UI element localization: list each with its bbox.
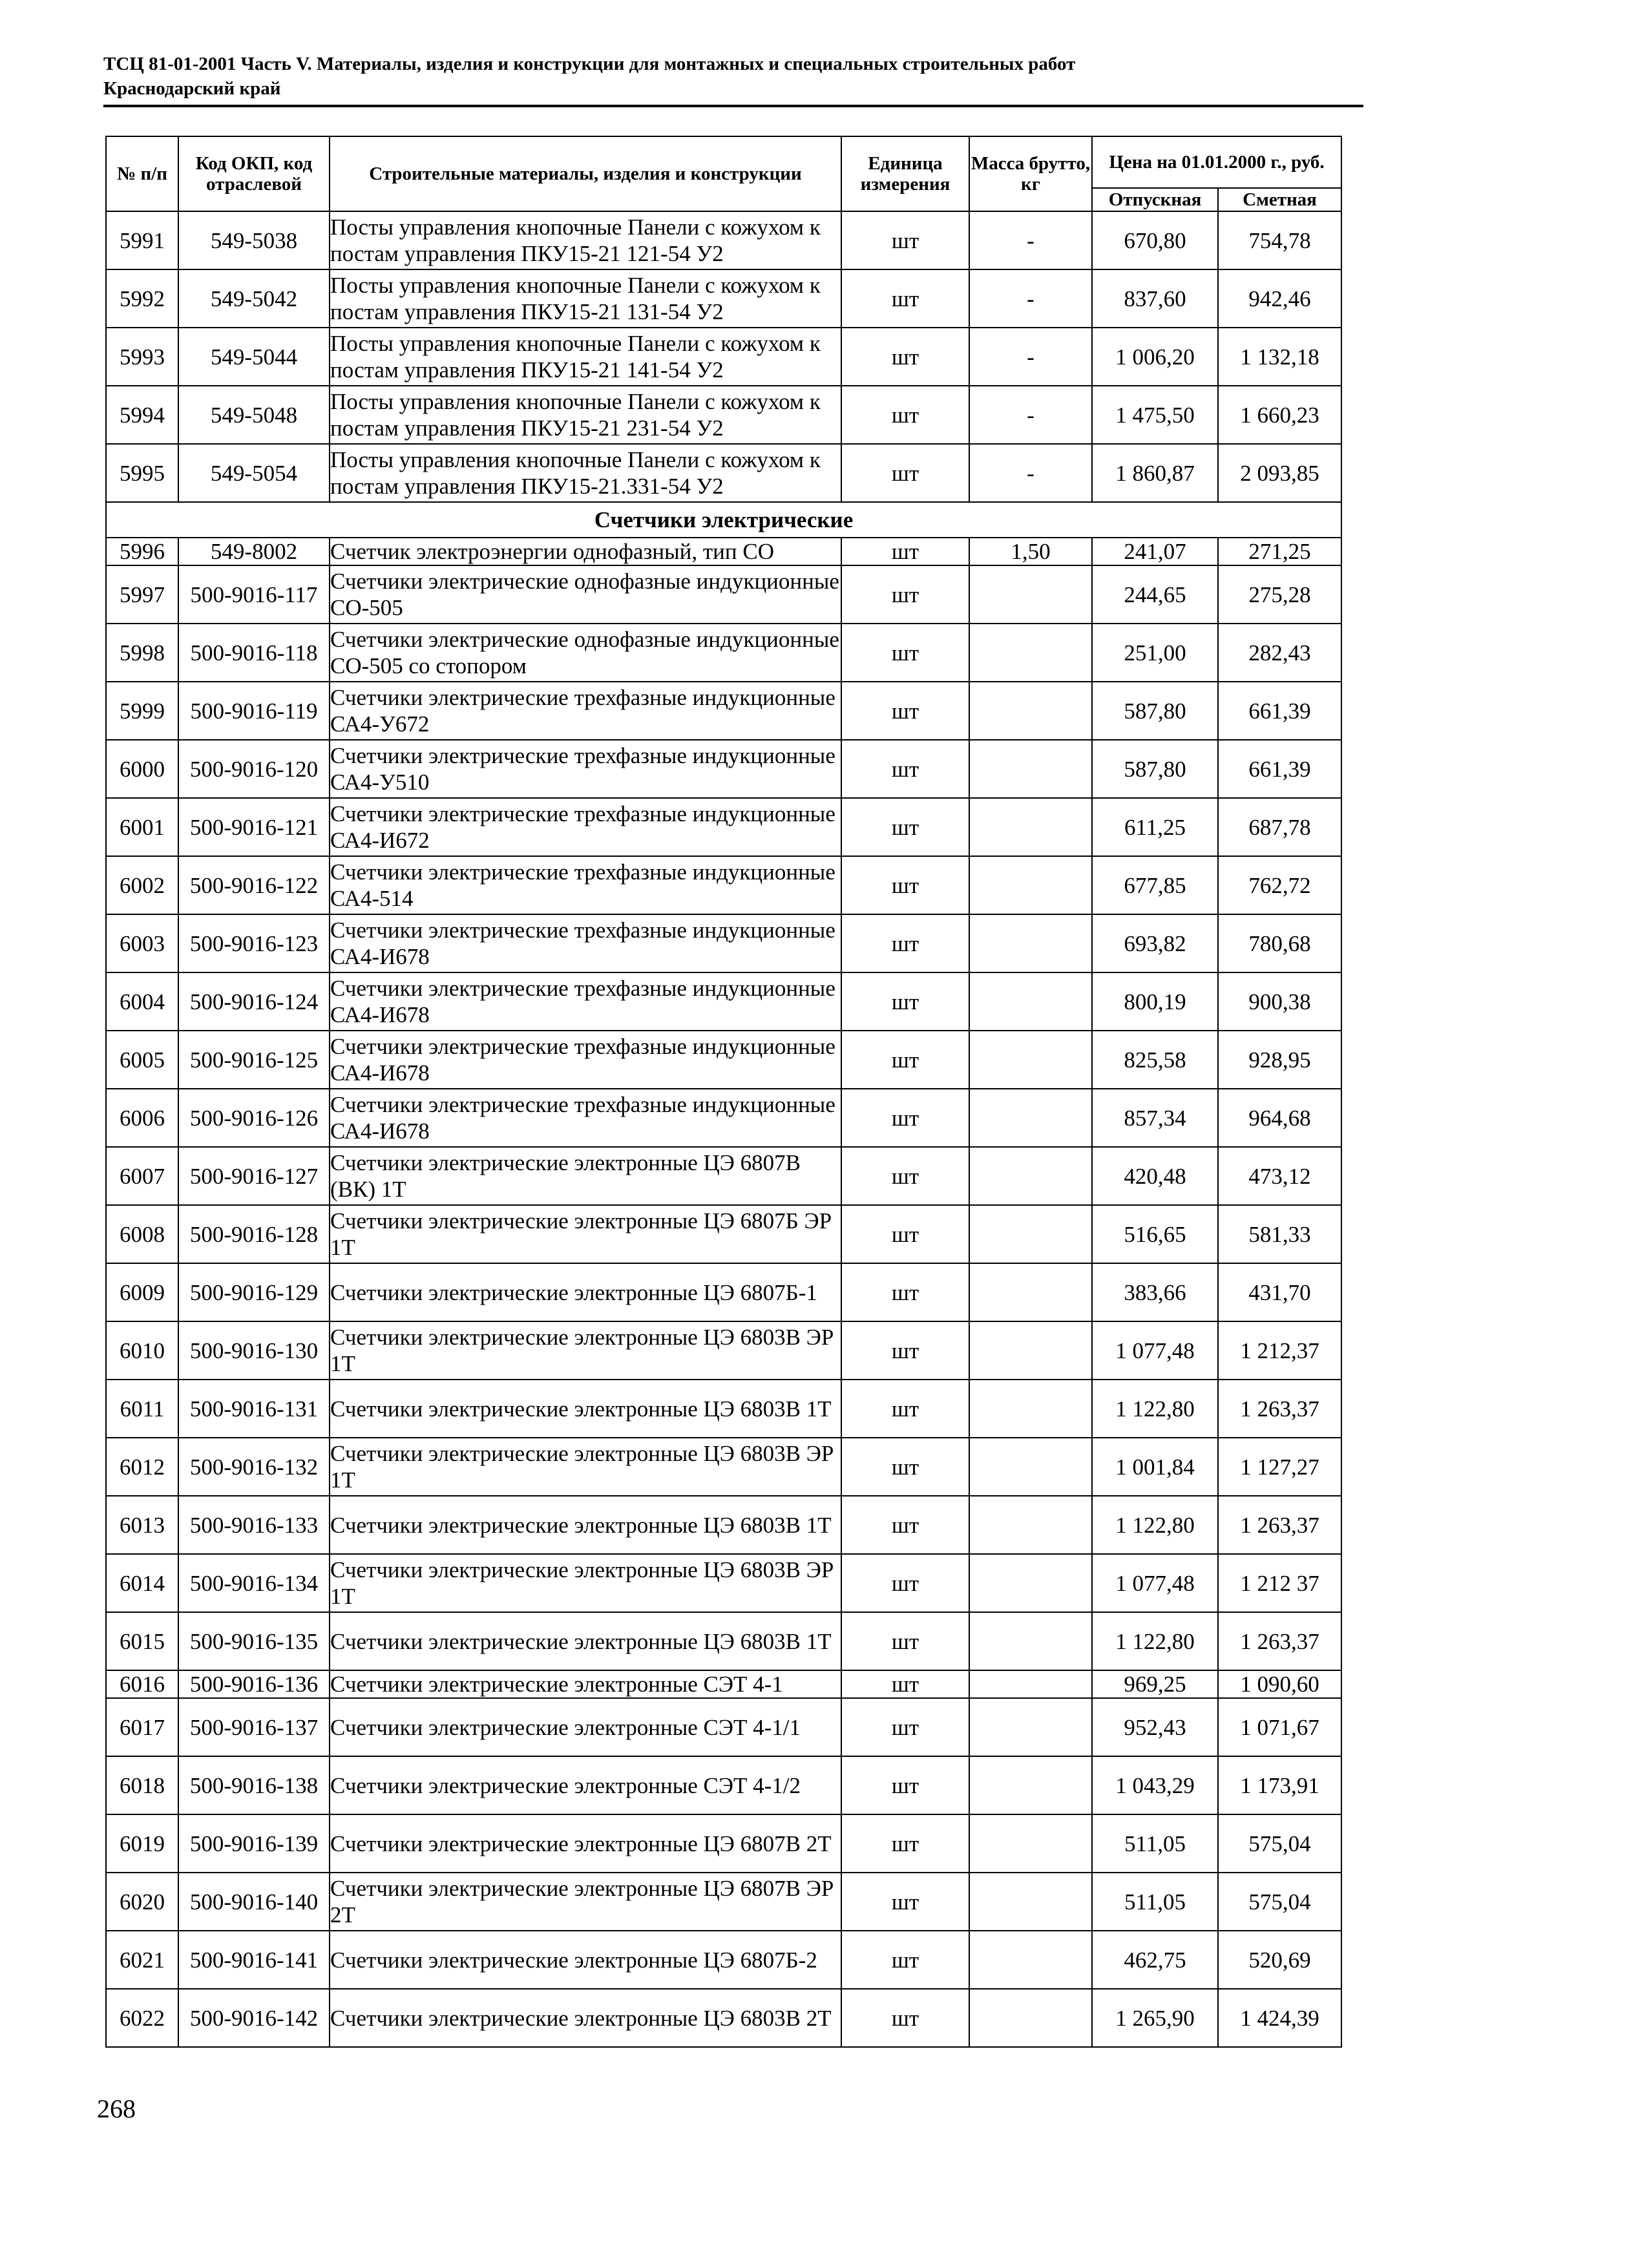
row-unit: шт [841, 1321, 969, 1380]
table-row [106, 1263, 1341, 1321]
row-num: 6011 [106, 1380, 178, 1438]
row-code: 549-5044 [178, 328, 330, 386]
row-unit: шт [841, 1698, 969, 1756]
row-num: 5996 [106, 538, 178, 565]
row-name: Счетчики электрические трехфазные индукционные СА4-У510 [330, 740, 841, 798]
table-row [106, 1031, 1341, 1089]
row-code: 500-9016-127 [178, 1147, 330, 1205]
page-number: 268 [97, 2094, 136, 2123]
row-release-price: 462,75 [1092, 1931, 1218, 1989]
table-row [106, 386, 1341, 444]
row-release-price: 1 122,80 [1092, 1612, 1218, 1670]
row-unit: шт [841, 1554, 969, 1612]
row-estimate-price: 687,78 [1218, 798, 1341, 856]
row-unit: шт [841, 682, 969, 740]
row-name: Посты управления кнопочные Панели с кожухом к постам управления ПКУ15-21 141-54 У2 [330, 328, 841, 386]
row-num: 6009 [106, 1263, 178, 1321]
row-code: 500-9016-130 [178, 1321, 330, 1380]
row-code: 500-9016-138 [178, 1756, 330, 1814]
table-row [106, 1205, 1341, 1263]
page-header [103, 52, 1363, 101]
row-release-price: 1 001,84 [1092, 1438, 1218, 1496]
table-row [106, 856, 1341, 914]
row-release-price: 251,00 [1092, 624, 1218, 682]
row-estimate-price: 1 263,37 [1218, 1496, 1341, 1554]
row-mass [969, 682, 1092, 740]
row-num: 6016 [106, 1670, 178, 1698]
row-code: 500-9016-121 [178, 798, 330, 856]
col-estimate-price-header: Сметная [1218, 188, 1341, 211]
row-release-price: 693,82 [1092, 914, 1218, 972]
row-release-price: 1 860,87 [1092, 444, 1218, 502]
row-code: 500-9016-117 [178, 565, 330, 624]
row-unit: шт [841, 269, 969, 328]
row-num: 6001 [106, 798, 178, 856]
table-row [106, 972, 1341, 1031]
table-row [106, 1496, 1341, 1554]
row-release-price: 1 006,20 [1092, 328, 1218, 386]
table-body-single [106, 1670, 1341, 1698]
row-name: Посты управления кнопочные Панели с кожухом к постам управления ПКУ15-21 121-54 У2 [330, 211, 841, 269]
row-release-price: 420,48 [1092, 1147, 1218, 1205]
row-release-price: 383,66 [1092, 1263, 1218, 1321]
row-mass [969, 1031, 1092, 1089]
row-num: 6006 [106, 1089, 178, 1147]
table-row [106, 740, 1341, 798]
row-release-price: 511,05 [1092, 1873, 1218, 1931]
table-row [106, 1321, 1341, 1380]
table-body-section [106, 502, 1341, 565]
row-num: 6008 [106, 1205, 178, 1263]
row-code: 500-9016-125 [178, 1031, 330, 1089]
row-release-price: 952,43 [1092, 1698, 1218, 1756]
region-name: Краснодарский край [103, 78, 281, 99]
table-row [106, 682, 1341, 740]
row-num: 5997 [106, 565, 178, 624]
row-release-price: 1 077,48 [1092, 1554, 1218, 1612]
row-mass [969, 1670, 1092, 1698]
row-code: 500-9016-126 [178, 1089, 330, 1147]
table-row [106, 1698, 1341, 1756]
row-release-price: 587,80 [1092, 740, 1218, 798]
row-num: 6022 [106, 1989, 178, 2047]
row-estimate-price: 661,39 [1218, 682, 1341, 740]
table-row [106, 1380, 1341, 1438]
row-num: 6018 [106, 1756, 178, 1814]
row-estimate-price: 942,46 [1218, 269, 1341, 328]
row-estimate-price: 1 132,18 [1218, 328, 1341, 386]
row-estimate-price: 520,69 [1218, 1931, 1341, 1989]
row-num: 6014 [106, 1554, 178, 1612]
row-name: Счетчики электрические электронные ЦЭ 6807Б-1 [330, 1263, 841, 1321]
row-estimate-price: 754,78 [1218, 211, 1341, 269]
table-row [106, 1989, 1341, 2047]
row-release-price: 244,65 [1092, 565, 1218, 624]
col-unit-header: Единица измерения [841, 136, 969, 211]
section-title: Счетчики электрические [106, 502, 1341, 538]
row-release-price: 516,65 [1092, 1205, 1218, 1263]
row-mass [969, 565, 1092, 624]
row-num: 6003 [106, 914, 178, 972]
row-num: 6021 [106, 1931, 178, 1989]
table-row [106, 624, 1341, 682]
row-mass [969, 914, 1092, 972]
row-code: 500-9016-123 [178, 914, 330, 972]
table-row [106, 798, 1341, 856]
row-name: Счетчики электрические электронные ЦЭ 6803В ЭР 1Т [330, 1554, 841, 1612]
row-unit: шт [841, 1670, 969, 1698]
row-mass [969, 1263, 1092, 1321]
row-num: 6017 [106, 1698, 178, 1756]
row-unit: шт [841, 1496, 969, 1554]
row-name: Посты управления кнопочные Панели с кожухом к постам управления ПКУ15-21.331-54 У2 [330, 444, 841, 502]
row-estimate-price: 900,38 [1218, 972, 1341, 1031]
row-unit: шт [841, 386, 969, 444]
row-mass [969, 1931, 1092, 1989]
row-code: 500-9016-122 [178, 856, 330, 914]
row-estimate-price: 1 660,23 [1218, 386, 1341, 444]
row-code: 500-9016-140 [178, 1873, 330, 1931]
row-name: Счетчики электрические однофазные индукционные СО-505 [330, 565, 841, 624]
row-name: Счетчики электрические трехфазные индукционные СА4-И672 [330, 798, 841, 856]
col-name-header: Строительные материалы, изделия и конструкции [330, 136, 841, 211]
row-name: Счетчики электрические электронные ЦЭ 6807В 2Т [330, 1814, 841, 1873]
row-code: 500-9016-142 [178, 1989, 330, 2047]
row-name: Посты управления кнопочные Панели с кожухом к постам управления ПКУ15-21 231-54 У2 [330, 386, 841, 444]
row-code: 549-5042 [178, 269, 330, 328]
row-num: 6005 [106, 1031, 178, 1089]
table-row [106, 1438, 1341, 1496]
row-release-price: 1 265,90 [1092, 1989, 1218, 2047]
row-release-price: 677,85 [1092, 856, 1218, 914]
row-mass [969, 856, 1092, 914]
table-row [106, 1873, 1341, 1931]
row-unit: шт [841, 914, 969, 972]
row-code: 549-8002 [178, 538, 330, 565]
col-num-header: № п/п [106, 136, 178, 211]
row-name: Счетчики электрические электронные ЦЭ 6803В 1Т [330, 1380, 841, 1438]
row-name: Счетчики электрические электронные ЦЭ 6803В 2Т [330, 1989, 841, 2047]
row-estimate-price: 1 090,60 [1218, 1670, 1341, 1698]
row-mass [969, 1438, 1092, 1496]
row-code: 549-5048 [178, 386, 330, 444]
row-estimate-price: 575,04 [1218, 1873, 1341, 1931]
header-rule [103, 105, 1363, 107]
row-num: 6002 [106, 856, 178, 914]
row-code: 500-9016-131 [178, 1380, 330, 1438]
table-body-a [106, 211, 1341, 502]
row-num: 6013 [106, 1496, 178, 1554]
row-estimate-price: 275,28 [1218, 565, 1341, 624]
row-mass [969, 624, 1092, 682]
row-num: 6010 [106, 1321, 178, 1380]
table-row [106, 1756, 1341, 1814]
row-mass [969, 1380, 1092, 1438]
row-estimate-price: 661,39 [1218, 740, 1341, 798]
row-estimate-price: 780,68 [1218, 914, 1341, 972]
row-num: 6004 [106, 972, 178, 1031]
row-release-price: 670,80 [1092, 211, 1218, 269]
row-mass: - [969, 328, 1092, 386]
row-name: Счетчики электрические электронные ЦЭ 6803В ЭР 1Т [330, 1438, 841, 1496]
row-code: 500-9016-141 [178, 1931, 330, 1989]
row-unit: шт [841, 972, 969, 1031]
row-estimate-price: 1 212,37 [1218, 1321, 1341, 1380]
row-estimate-price: 2 093,85 [1218, 444, 1341, 502]
row-estimate-price: 964,68 [1218, 1089, 1341, 1147]
row-release-price: 825,58 [1092, 1031, 1218, 1089]
row-name: Посты управления кнопочные Панели с кожухом к постам управления ПКУ15-21 131-54 У2 [330, 269, 841, 328]
row-unit: шт [841, 1031, 969, 1089]
row-num: 5999 [106, 682, 178, 740]
row-name: Счетчики электрические электронные СЭТ 4-1 [330, 1670, 841, 1698]
row-release-price: 587,80 [1092, 682, 1218, 740]
row-release-price: 1 077,48 [1092, 1321, 1218, 1380]
row-unit: шт [841, 1438, 969, 1496]
row-code: 500-9016-139 [178, 1814, 330, 1873]
row-estimate-price: 762,72 [1218, 856, 1341, 914]
document-title: ТСЦ 81-01-2001 Часть V. Материалы, изделия и конструкции для монтажных и специальных строительных работ [103, 54, 1076, 74]
row-unit: шт [841, 1612, 969, 1670]
row-unit: шт [841, 1263, 969, 1321]
row-mass [969, 1873, 1092, 1931]
row-release-price: 1 475,50 [1092, 386, 1218, 444]
row-name: Счетчики электрические трехфазные индукционные СА4-И678 [330, 972, 841, 1031]
table-row [106, 914, 1341, 972]
row-estimate-price: 1 212 37 [1218, 1554, 1341, 1612]
row-release-price: 511,05 [1092, 1814, 1218, 1873]
table-row [106, 211, 1341, 269]
row-code: 500-9016-119 [178, 682, 330, 740]
row-code: 500-9016-132 [178, 1438, 330, 1496]
row-estimate-price: 431,70 [1218, 1263, 1341, 1321]
table-row [106, 1931, 1341, 1989]
row-code: 549-5038 [178, 211, 330, 269]
row-estimate-price: 1 127,27 [1218, 1438, 1341, 1496]
row-code: 500-9016-128 [178, 1205, 330, 1263]
row-name: Счетчики электрические электронные ЦЭ 6807В (ВК) 1Т [330, 1147, 841, 1205]
row-unit: шт [841, 856, 969, 914]
row-unit: шт [841, 1089, 969, 1147]
row-unit: шт [841, 1147, 969, 1205]
table-row [106, 538, 1341, 565]
row-name: Счетчики электрические трехфазные индукционные СА4-И678 [330, 1031, 841, 1089]
table-body-b [106, 565, 1341, 1670]
row-code: 549-5054 [178, 444, 330, 502]
table-row [106, 1554, 1341, 1612]
row-mass: - [969, 211, 1092, 269]
row-num: 6020 [106, 1873, 178, 1931]
row-mass [969, 1089, 1092, 1147]
row-name: Счетчики электрические электронные ЦЭ 6803В 1Т [330, 1612, 841, 1670]
row-mass [969, 740, 1092, 798]
row-mass: - [969, 386, 1092, 444]
row-mass: 1,50 [969, 538, 1092, 565]
row-unit: шт [841, 1380, 969, 1438]
col-price-header: Цена на 01.01.2000 г., руб. [1092, 136, 1341, 188]
section-row [106, 502, 1341, 538]
row-code: 500-9016-124 [178, 972, 330, 1031]
row-unit: шт [841, 1814, 969, 1873]
table-header-row [106, 136, 1341, 188]
row-unit: шт [841, 444, 969, 502]
row-name: Счетчики электрические трехфазные индукционные СА4-И678 [330, 914, 841, 972]
price-table [105, 136, 1342, 2048]
row-code: 500-9016-120 [178, 740, 330, 798]
row-name: Счетчики электрические электронные ЦЭ 6807Б-2 [330, 1931, 841, 1989]
row-estimate-price: 473,12 [1218, 1147, 1341, 1205]
row-mass: - [969, 269, 1092, 328]
table-row [106, 1147, 1341, 1205]
row-unit: шт [841, 565, 969, 624]
row-num: 5994 [106, 386, 178, 444]
row-name: Счетчики электрические трехфазные индукционные СА4-И678 [330, 1089, 841, 1147]
row-name: Счетчики электрические электронные ЦЭ 6803В 1Т [330, 1496, 841, 1554]
row-release-price: 611,25 [1092, 798, 1218, 856]
row-mass [969, 798, 1092, 856]
row-unit: шт [841, 211, 969, 269]
row-mass [969, 1756, 1092, 1814]
row-num: 6019 [106, 1814, 178, 1873]
row-mass [969, 1612, 1092, 1670]
row-code: 500-9016-129 [178, 1263, 330, 1321]
row-num: 5998 [106, 624, 178, 682]
row-mass [969, 1205, 1092, 1263]
row-num: 5992 [106, 269, 178, 328]
row-code: 500-9016-135 [178, 1612, 330, 1670]
row-num: 5993 [106, 328, 178, 386]
row-estimate-price: 1 424,39 [1218, 1989, 1341, 2047]
row-estimate-price: 282,43 [1218, 624, 1341, 682]
row-release-price: 1 122,80 [1092, 1380, 1218, 1438]
row-num: 5995 [106, 444, 178, 502]
table-body-c [106, 1698, 1341, 2047]
table-row [106, 269, 1341, 328]
row-code: 500-9016-137 [178, 1698, 330, 1756]
row-code: 500-9016-133 [178, 1496, 330, 1554]
row-unit: шт [841, 1931, 969, 1989]
row-code: 500-9016-134 [178, 1554, 330, 1612]
table-row [106, 1670, 1341, 1698]
row-release-price: 241,07 [1092, 538, 1218, 565]
table-row [106, 1612, 1341, 1670]
row-mass [969, 1496, 1092, 1554]
row-release-price: 857,34 [1092, 1089, 1218, 1147]
col-release-price-header: Отпускная [1092, 188, 1218, 211]
table-row [106, 1814, 1341, 1873]
row-mass [969, 972, 1092, 1031]
row-release-price: 969,25 [1092, 1670, 1218, 1698]
row-estimate-price: 1 263,37 [1218, 1380, 1341, 1438]
row-unit: шт [841, 798, 969, 856]
row-unit: шт [841, 1205, 969, 1263]
row-unit: шт [841, 538, 969, 565]
row-num: 5991 [106, 211, 178, 269]
table-row [106, 565, 1341, 624]
row-unit: шт [841, 1989, 969, 2047]
row-name: Счетчики электрические однофазные индукционные СО-505 со стопором [330, 624, 841, 682]
row-estimate-price: 1 263,37 [1218, 1612, 1341, 1670]
row-name: Счетчики электрические электронные ЦЭ 6807В ЭР 2Т [330, 1873, 841, 1931]
row-name: Счетчики электрические электронные СЭТ 4-1/1 [330, 1698, 841, 1756]
table-row [106, 328, 1341, 386]
row-name: Счетчики электрические электронные ЦЭ 6803В ЭР 1Т [330, 1321, 841, 1380]
row-mass [969, 1814, 1092, 1873]
row-estimate-price: 581,33 [1218, 1205, 1341, 1263]
row-unit: шт [841, 328, 969, 386]
row-name: Счетчики электрические электронные СЭТ 4-1/2 [330, 1756, 841, 1814]
row-estimate-price: 1 173,91 [1218, 1756, 1341, 1814]
row-mass: - [969, 444, 1092, 502]
row-release-price: 800,19 [1092, 972, 1218, 1031]
row-release-price: 1 122,80 [1092, 1496, 1218, 1554]
row-code: 500-9016-118 [178, 624, 330, 682]
row-name: Счетчики электрические электронные ЦЭ 6807Б ЭР 1Т [330, 1205, 841, 1263]
table-row [106, 1089, 1341, 1147]
row-estimate-price: 1 071,67 [1218, 1698, 1341, 1756]
col-code-header: Код ОКП, код отраслевой [178, 136, 330, 211]
row-mass [969, 1147, 1092, 1205]
table-row [106, 444, 1341, 502]
row-estimate-price: 271,25 [1218, 538, 1341, 565]
row-unit: шт [841, 624, 969, 682]
row-num: 6012 [106, 1438, 178, 1496]
row-mass [969, 1554, 1092, 1612]
row-mass [969, 1698, 1092, 1756]
row-name: Счетчики электрические трехфазные индукционные СА4-514 [330, 856, 841, 914]
row-mass [969, 1321, 1092, 1380]
row-unit: шт [841, 1873, 969, 1931]
row-estimate-price: 575,04 [1218, 1814, 1341, 1873]
row-release-price: 837,60 [1092, 269, 1218, 328]
row-estimate-price: 928,95 [1218, 1031, 1341, 1089]
row-release-price: 1 043,29 [1092, 1756, 1218, 1814]
row-name: Счетчик электроэнергии однофазный, тип СО [330, 538, 841, 565]
row-num: 6007 [106, 1147, 178, 1205]
row-name: Счетчики электрические трехфазные индукционные СА4-У672 [330, 682, 841, 740]
row-num: 6015 [106, 1612, 178, 1670]
row-unit: шт [841, 740, 969, 798]
col-mass-header: Масса брутто, кг [969, 136, 1092, 211]
row-unit: шт [841, 1756, 969, 1814]
row-code: 500-9016-136 [178, 1670, 330, 1698]
row-mass [969, 1989, 1092, 2047]
row-num: 6000 [106, 740, 178, 798]
